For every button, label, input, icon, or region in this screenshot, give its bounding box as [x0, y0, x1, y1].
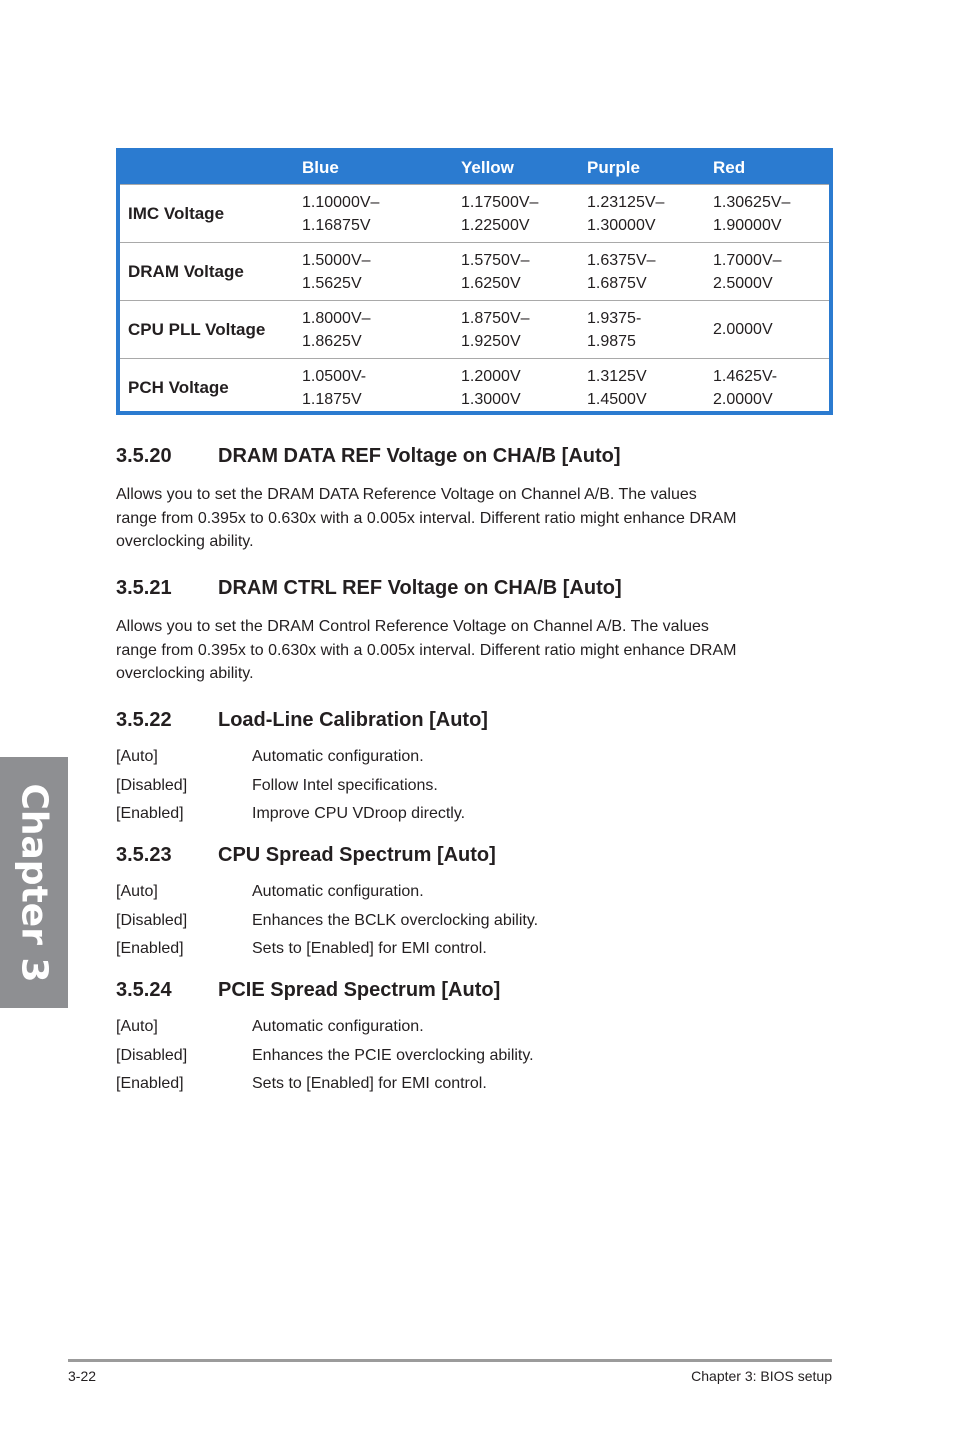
section-heading: 3.5.20 DRAM DATA REF Voltage on CHA/B [Auto] [116, 445, 621, 467]
header-blue: Blue [302, 158, 339, 177]
row-label: PCH Voltage [128, 378, 229, 397]
section-heading: 3.5.21 DRAM CTRL REF Voltage on CHA/B [Auto] [116, 577, 622, 599]
table-cell: 1.30625V– 1.90000V [713, 194, 791, 234]
table-cell: 1.7000V– 2.5000V [713, 252, 782, 292]
page-number: 3-22 [68, 1368, 97, 1384]
section-paragraph: Allows you to set the DRAM Control Reference Voltage on Channel A/B. The values range from 0.395x to 0.630x with a 0.005x interval. Different ratio might enhance DRAM overclocking ability. [116, 618, 737, 682]
header-red: Red [713, 158, 746, 177]
table-cell: 1.23125V– 1.30000V [587, 194, 665, 234]
table-row [120, 358, 829, 416]
voltage-table [116, 148, 833, 415]
table-header-row [120, 148, 829, 184]
table-cell: 1.10000V– 1.16875V [302, 194, 380, 234]
row-label: IMC Voltage [128, 204, 225, 223]
row-label: CPU PLL Voltage [128, 320, 266, 339]
table-cell: 1.17500V– 1.22500V [461, 194, 539, 234]
table-cell: 1.4625V- 2.0000V [713, 368, 778, 408]
table-cell: 1.9375- 1.9875 [587, 310, 642, 350]
table-cell: 2.0000V [713, 321, 773, 338]
table-cell: 1.5750V– 1.6250V [461, 252, 530, 292]
table-row [120, 242, 829, 300]
table-cell: 1.8000V– 1.8625V [302, 310, 371, 350]
section-heading: 3.5.24 PCIE Spread Spectrum [Auto] [116, 979, 501, 1001]
footer-chapter-title: Chapter 3: BIOS setup [691, 1368, 832, 1384]
section-heading: 3.5.23 CPU Spread Spectrum [Auto] [116, 844, 496, 866]
table-cell: 1.5000V– 1.5625V [302, 252, 371, 292]
table-row [120, 184, 829, 242]
table-row [120, 300, 829, 358]
table-cell: 1.3125V 1.4500V [587, 368, 647, 408]
table-cell: 1.2000V 1.3000V [461, 368, 521, 408]
table-cell: 1.0500V- 1.1875V [302, 368, 367, 408]
table-cell: 1.8750V– 1.9250V [461, 310, 530, 350]
table-cell: 1.6375V– 1.6875V [587, 252, 656, 292]
chapter-tab-label: Chapter 3 [13, 782, 55, 983]
section-heading: 3.5.22 Load-Line Calibration [Auto] [116, 709, 488, 731]
row-label: DRAM Voltage [128, 262, 244, 281]
header-purple: Purple [587, 158, 640, 177]
footer-divider [68, 1359, 832, 1362]
chapter-tab [0, 757, 68, 1008]
section-paragraph: Allows you to set the DRAM DATA Reference Voltage on Channel A/B. The values range from 0.395x to 0.630x with a 0.005x interval. Different ratio might enhance DRAM overclocking ability. [116, 486, 737, 550]
header-yellow: Yellow [461, 158, 514, 177]
